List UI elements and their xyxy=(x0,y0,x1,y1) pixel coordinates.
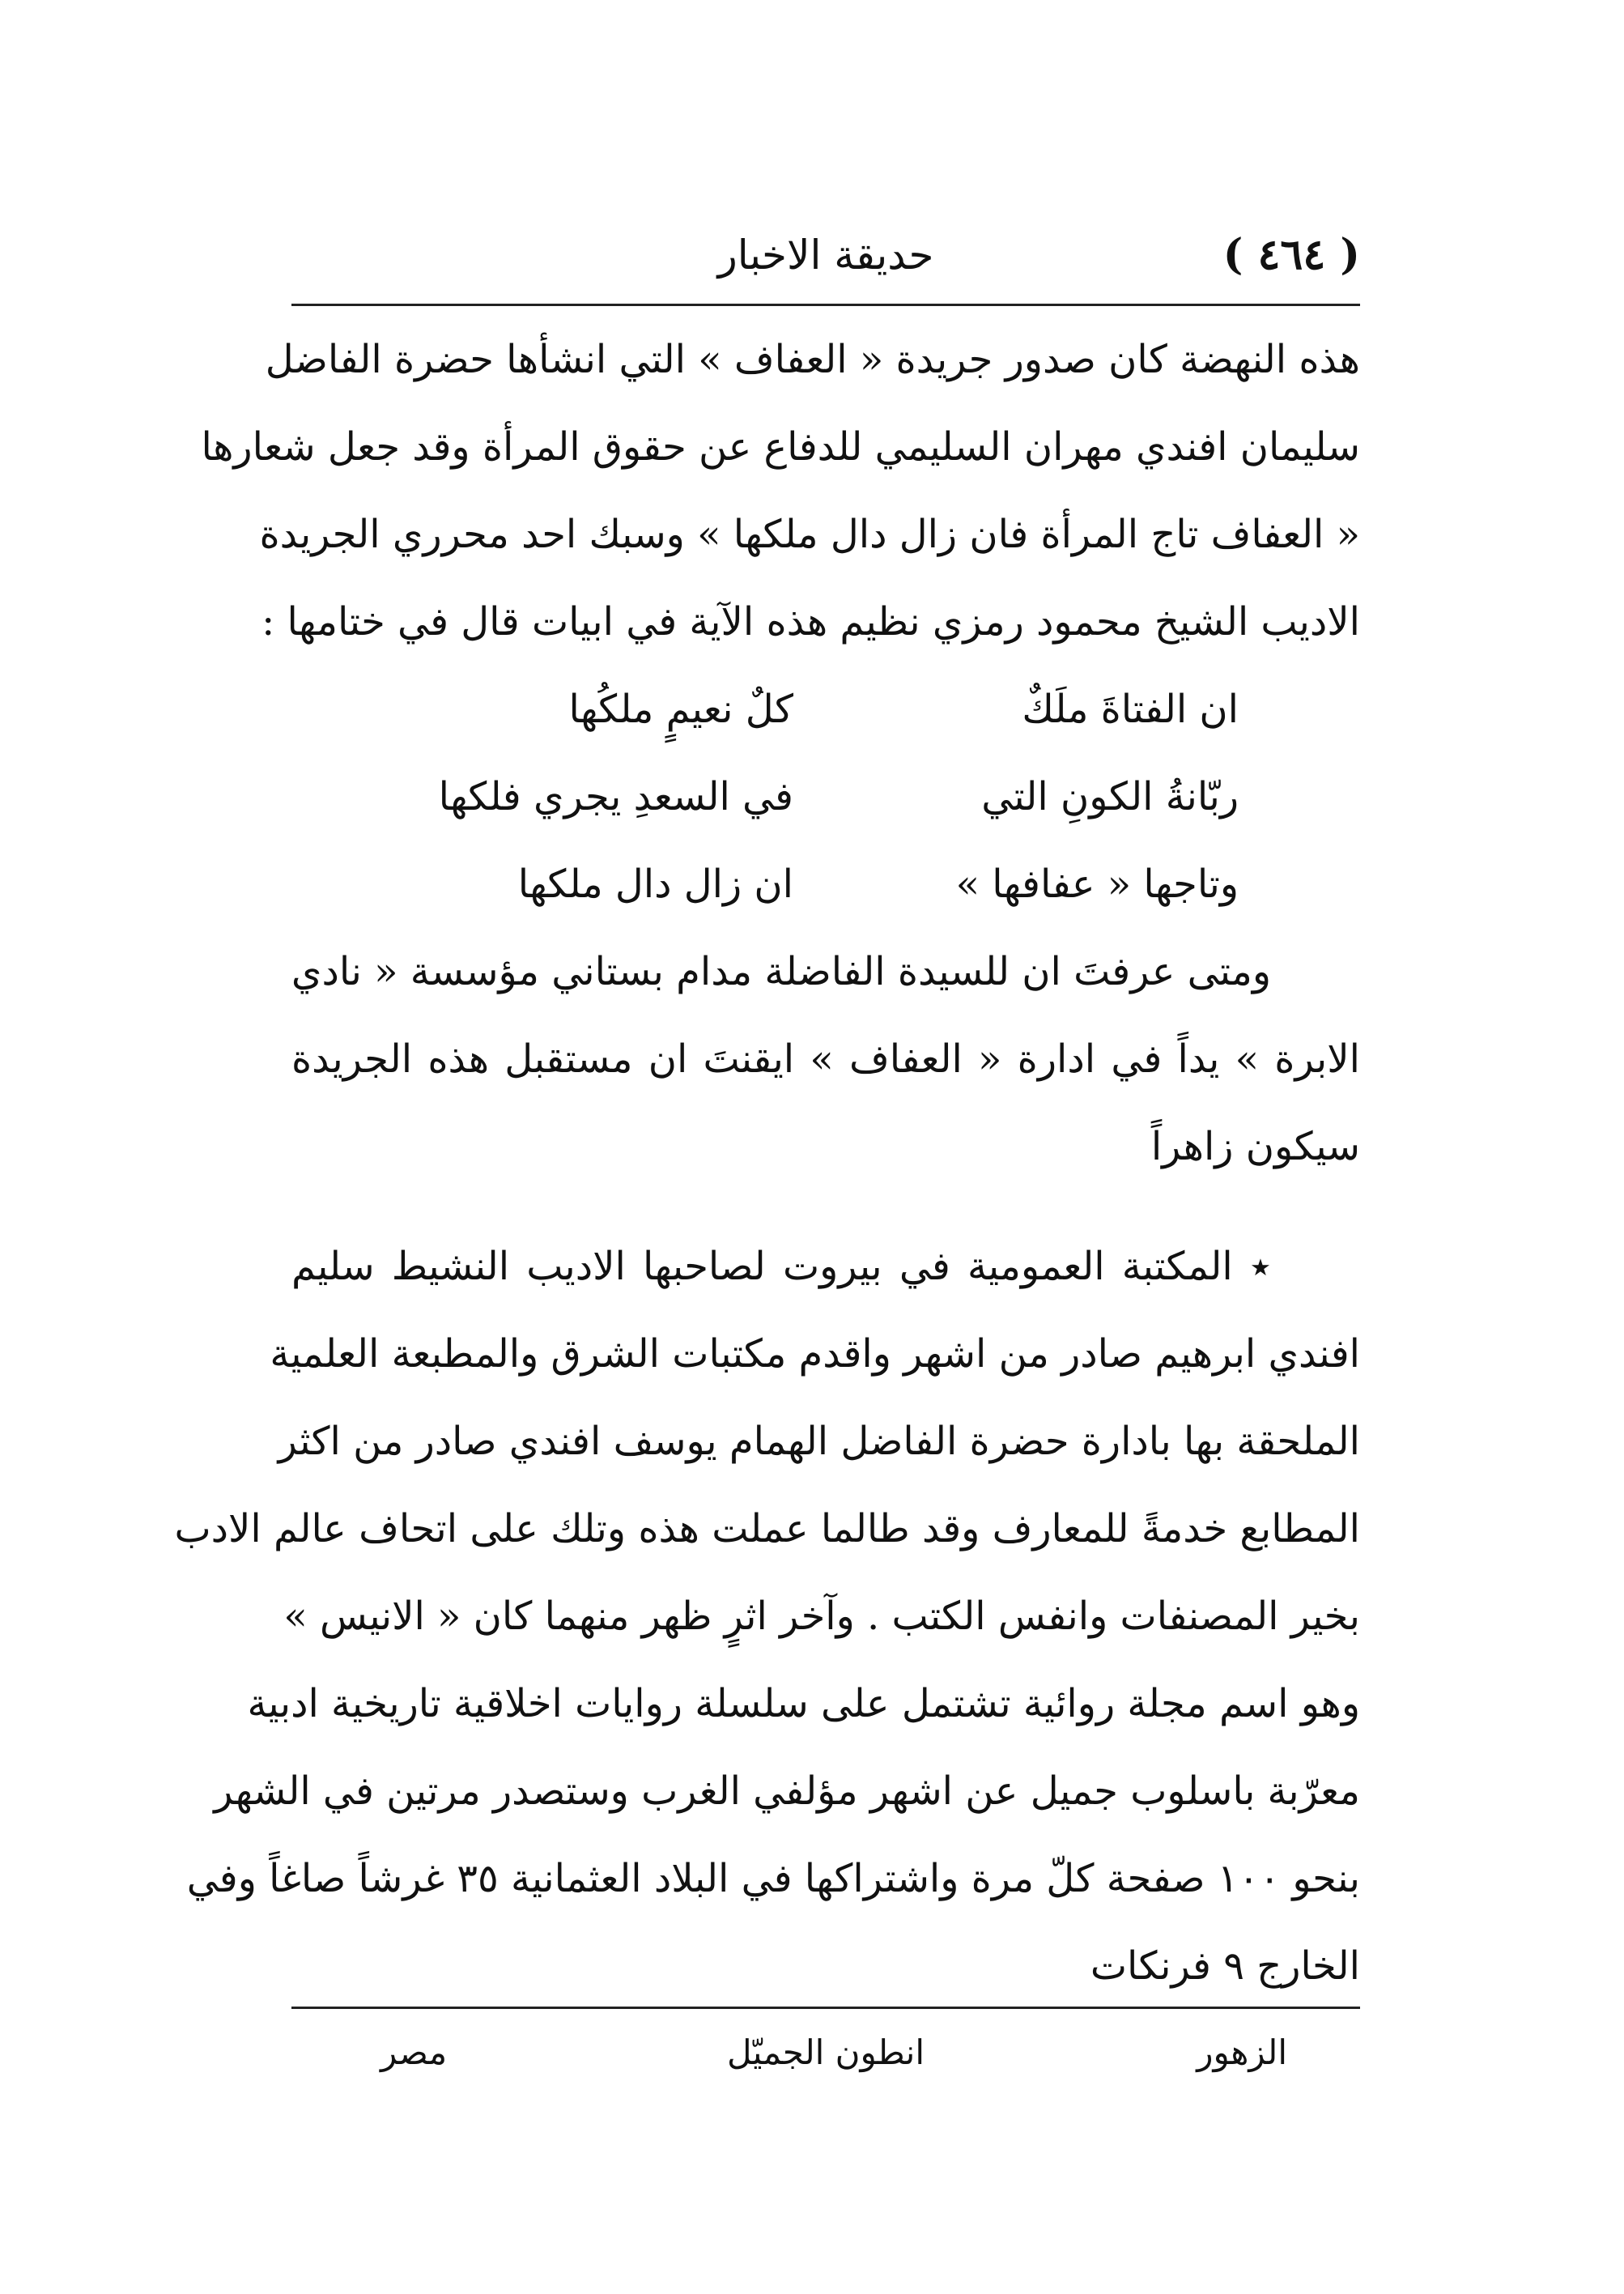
text-line: وهو اسم مجلة روائية تشتمل على سلسلة روايات اخلاقية تاريخية ادبية xyxy=(247,1681,1360,1726)
text-line: ٭ المكتبة العمومية في بيروت لصاحبها الاديب النشيط سليم xyxy=(291,1244,1271,1289)
verse-first-hemistich: ان الفتاةَ ملَكٌ xyxy=(1022,687,1239,732)
body-text xyxy=(174,316,1360,2010)
text-line: بنحو ١٠٠ صفحة كلّ مرة واشتراكها في البلاد العثمانية ٣٥ غرشاً صاغاً وفي xyxy=(186,1856,1360,1901)
verse-line xyxy=(291,666,1360,753)
footer-rule xyxy=(291,2007,1360,2009)
verse-first-hemistich: وتاجها « عفافها » xyxy=(955,862,1239,907)
verse-first-hemistich: ربّانةُ الكونِ التي xyxy=(981,774,1239,819)
text-line: الخارج ٩ فرنكات xyxy=(1090,1943,1360,1989)
poem xyxy=(291,666,1360,928)
verse-line xyxy=(291,841,1360,928)
verse-second-hemistich: في السعدِ يجري فلكها xyxy=(438,774,793,819)
page-header xyxy=(291,219,1360,292)
footer-place: مصر xyxy=(380,2032,448,2072)
text-line: هذه النهضة كان صدور جريدة « العفاف » التي انشأها حضرة الفاضل xyxy=(265,337,1360,382)
text-line: الاديب الشيخ محمود رمزي نظيم هذه الآية في ابيات قال في ختامها : xyxy=(261,599,1360,645)
text-line: معرّبة باسلوب جميل عن اشهر مؤلفي الغرب وستصدر مرتين في الشهر xyxy=(214,1768,1360,1814)
paragraph-2 xyxy=(291,928,1360,1190)
footer-journal: الزهور xyxy=(1197,2032,1287,2072)
text-line: افندي ابرهيم صادر من اشهر واقدم مكتبات الشرق والمطبعة العلمية xyxy=(270,1331,1360,1377)
text-line: الابرة » يداً في ادارة « العفاف » ايقنتَ ان مستقبل هذه الجريدة xyxy=(291,1036,1360,1082)
footer-editor: انطون الجميّل xyxy=(726,2032,925,2072)
header-rule xyxy=(291,304,1360,306)
text-line: سيكون زاهراً xyxy=(1150,1124,1360,1169)
text-line: سليمان افندي مهران السليمي للدفاع عن حقوق المرأة وقد جعل شعارها xyxy=(201,424,1360,470)
paragraph-1 xyxy=(201,316,1360,666)
text-line: المطابع خدمةً للمعارف وقد طالما عملت هذه وتلك على اتحاف عالم الادب xyxy=(174,1506,1360,1551)
text-line: « العفاف تاج المرأة فان زال دال ملكها » وسبك احد محرري الجريدة xyxy=(259,512,1360,557)
verse-line xyxy=(291,753,1360,841)
running-title: حديقة الاخبار xyxy=(717,232,934,279)
verse-second-hemistich: كلٌ نعيمٍ ملكُها xyxy=(568,687,793,732)
text-line: الملحقة بها بادارة حضرة الفاضل الهمام يوسف افندي صادر من اكثر xyxy=(278,1419,1360,1464)
verse-second-hemistich: ان زال دال ملكها xyxy=(517,862,793,907)
page-footer xyxy=(291,2016,1360,2089)
page-number: ( ٤٦٤ ) xyxy=(1222,230,1360,279)
paragraph-3 xyxy=(174,1223,1360,2010)
paragraph-gap xyxy=(291,1190,1360,1223)
text-line: ومتى عرفتَ ان للسيدة الفاضلة مدام بستاني مؤسسة « نادي xyxy=(291,949,1271,994)
text-line: بخير المصنفات وانفس الكتب . وآخر اثرٍ ظهر منهما كان « الانيس » xyxy=(283,1594,1360,1639)
